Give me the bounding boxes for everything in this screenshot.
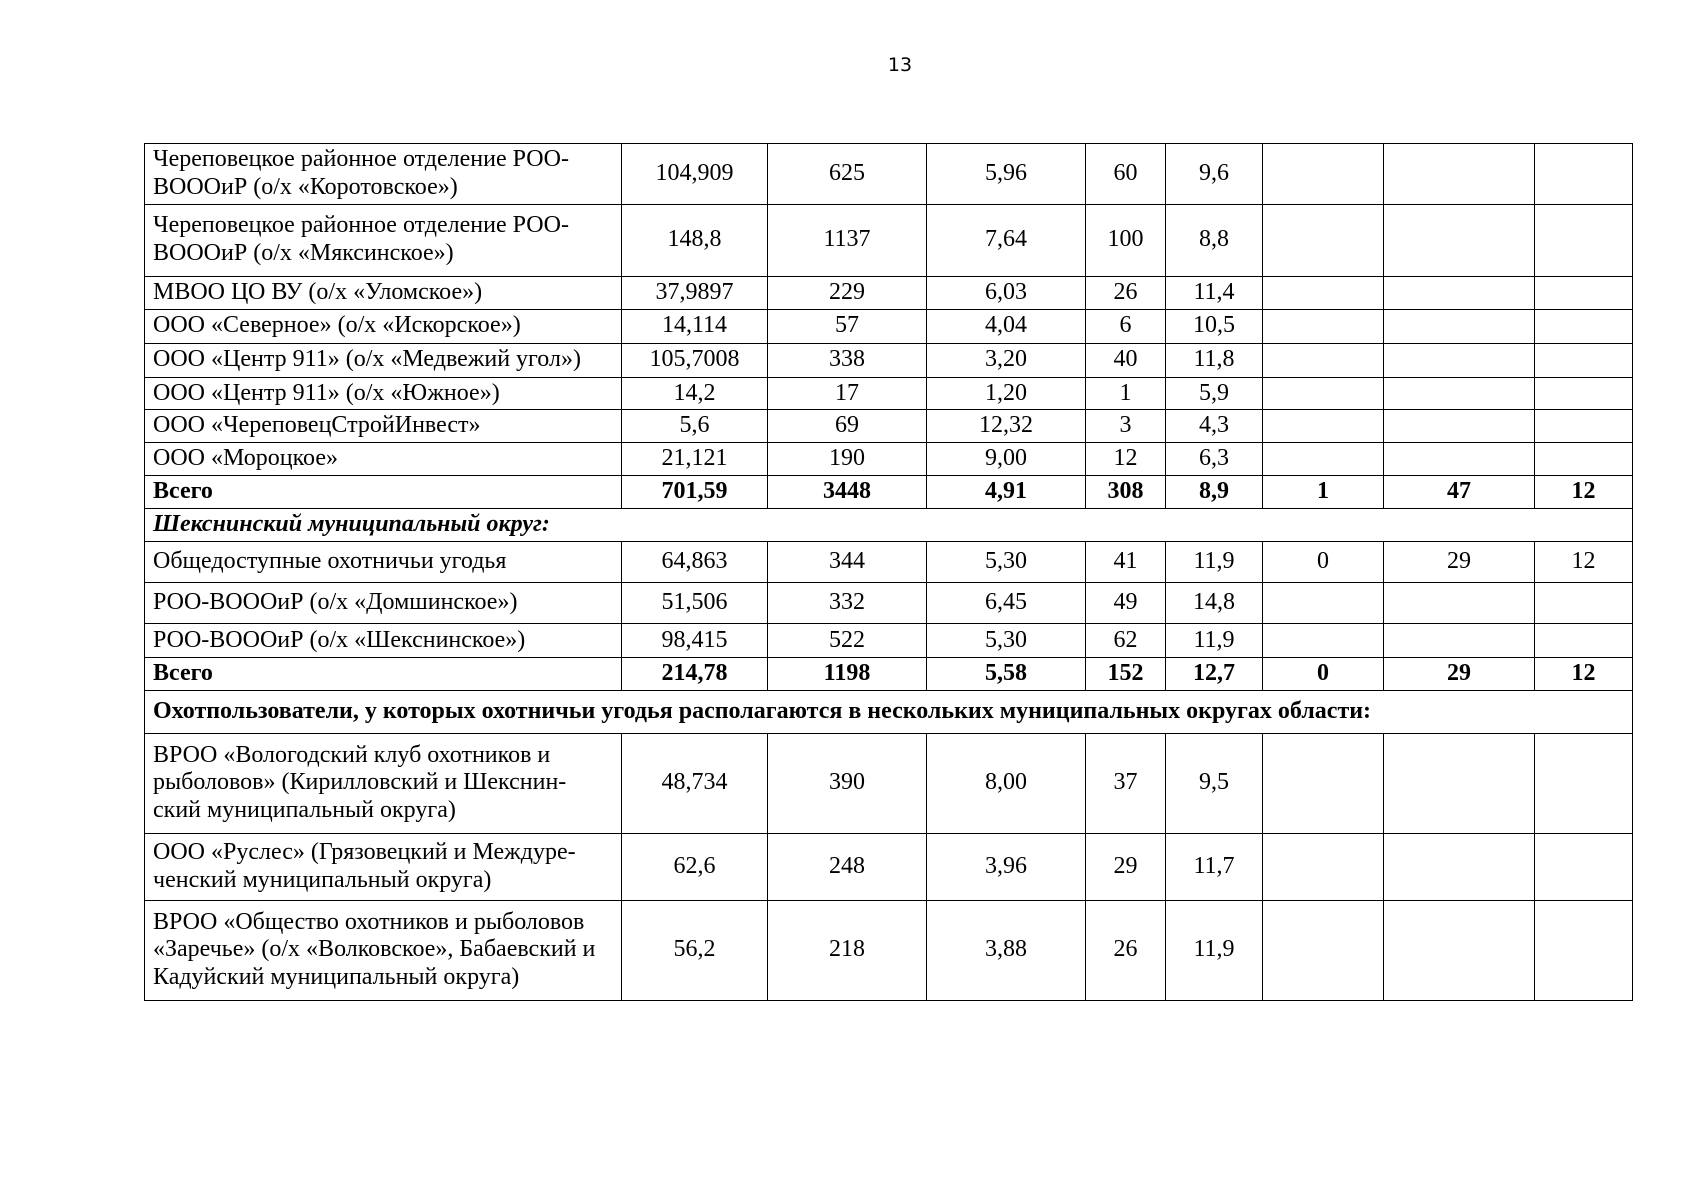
row-name: РОО-ВОООиР (о/х «Шекснинское») bbox=[145, 623, 622, 657]
col7-cell bbox=[1263, 623, 1384, 657]
density-cell: 5,30 bbox=[927, 623, 1086, 657]
col8-cell: 29 bbox=[1384, 541, 1535, 582]
col8-cell bbox=[1384, 343, 1535, 377]
percent-cell: 6,3 bbox=[1166, 443, 1263, 476]
col9-cell: 12 bbox=[1535, 657, 1633, 690]
col7-cell bbox=[1263, 443, 1384, 476]
col7-cell bbox=[1263, 733, 1384, 833]
col9-cell bbox=[1535, 443, 1633, 476]
row-name: Череповецкое районное отделение РОО-ВОООиР (о/х «Коротовское») bbox=[145, 144, 622, 205]
block2-body bbox=[145, 509, 1633, 691]
col9-cell bbox=[1535, 623, 1633, 657]
col9-cell bbox=[1535, 833, 1633, 900]
area-cell: 37,9897 bbox=[622, 276, 768, 309]
col8-cell bbox=[1384, 733, 1535, 833]
area-cell: 98,415 bbox=[622, 623, 768, 657]
density-cell: 6,03 bbox=[927, 276, 1086, 309]
density-cell: 5,96 bbox=[927, 144, 1086, 205]
col9-cell bbox=[1535, 309, 1633, 343]
table-row bbox=[145, 443, 1633, 476]
table-row bbox=[145, 377, 1633, 410]
col8-cell bbox=[1384, 582, 1535, 623]
col9-cell: 12 bbox=[1535, 541, 1633, 582]
percent-cell: 11,8 bbox=[1166, 343, 1263, 377]
count-cell: 332 bbox=[768, 582, 927, 623]
col8-cell bbox=[1384, 377, 1535, 410]
col7-cell bbox=[1263, 410, 1384, 443]
row-name: ООО «Руслес» (Грязовецкий и Междуре-ченский муниципальный округа) bbox=[145, 833, 622, 900]
count-cell: 17 bbox=[768, 377, 927, 410]
row-name: ООО «ЧереповецСтройИнвест» bbox=[145, 410, 622, 443]
row-name: ООО «Мороцкое» bbox=[145, 443, 622, 476]
density-cell: 7,64 bbox=[927, 204, 1086, 276]
col7-cell: 0 bbox=[1263, 541, 1384, 582]
table-row bbox=[145, 410, 1633, 443]
col9-cell bbox=[1535, 582, 1633, 623]
count-cell: 1198 bbox=[768, 657, 927, 690]
page-number: 13 bbox=[887, 54, 913, 76]
percent-cell: 4,3 bbox=[1166, 410, 1263, 443]
col8-cell bbox=[1384, 443, 1535, 476]
block3-body bbox=[145, 690, 1633, 1000]
area-cell: 48,734 bbox=[622, 733, 768, 833]
col7-cell bbox=[1263, 582, 1384, 623]
limit-cell: 100 bbox=[1086, 204, 1166, 276]
percent-cell: 14,8 bbox=[1166, 582, 1263, 623]
area-cell: 51,506 bbox=[622, 582, 768, 623]
row-name: РОО-ВОООиР (о/х «Домшинское») bbox=[145, 582, 622, 623]
total-row bbox=[145, 476, 1633, 509]
area-cell: 701,59 bbox=[622, 476, 768, 509]
limit-cell: 37 bbox=[1086, 733, 1166, 833]
density-cell: 4,91 bbox=[927, 476, 1086, 509]
limit-cell: 1 bbox=[1086, 377, 1166, 410]
density-cell: 3,88 bbox=[927, 900, 1086, 1000]
table-row bbox=[145, 276, 1633, 309]
section-heading-row bbox=[145, 509, 1633, 542]
col8-cell: 47 bbox=[1384, 476, 1535, 509]
limit-cell: 29 bbox=[1086, 833, 1166, 900]
table-row bbox=[145, 623, 1633, 657]
density-cell: 4,04 bbox=[927, 309, 1086, 343]
col7-cell bbox=[1263, 276, 1384, 309]
area-cell: 104,909 bbox=[622, 144, 768, 205]
area-cell: 105,7008 bbox=[622, 343, 768, 377]
limit-cell: 308 bbox=[1086, 476, 1166, 509]
row-name: МВОО ЦО ВУ (о/х «Уломское») bbox=[145, 276, 622, 309]
col8-cell: 29 bbox=[1384, 657, 1535, 690]
area-cell: 64,863 bbox=[622, 541, 768, 582]
count-cell: 190 bbox=[768, 443, 927, 476]
row-name: Череповецкое районное отделение РОО-ВОООиР (о/х «Мяксинское») bbox=[145, 204, 622, 276]
limit-cell: 152 bbox=[1086, 657, 1166, 690]
percent-cell: 11,9 bbox=[1166, 900, 1263, 1000]
col8-cell bbox=[1384, 276, 1535, 309]
section-heading: Охотпользователи, у которых охотничьи угодья располагаются в нескольких муниципальных округах области: bbox=[145, 690, 1633, 733]
area-cell: 214,78 bbox=[622, 657, 768, 690]
col9-cell bbox=[1535, 144, 1633, 205]
count-cell: 248 bbox=[768, 833, 927, 900]
count-cell: 229 bbox=[768, 276, 927, 309]
density-cell: 12,32 bbox=[927, 410, 1086, 443]
col9-cell bbox=[1535, 276, 1633, 309]
density-cell: 3,20 bbox=[927, 343, 1086, 377]
hunting-grounds-table bbox=[144, 143, 1633, 1001]
col8-cell bbox=[1384, 410, 1535, 443]
col7-cell bbox=[1263, 377, 1384, 410]
limit-cell: 49 bbox=[1086, 582, 1166, 623]
table-row bbox=[145, 833, 1633, 900]
percent-cell: 8,9 bbox=[1166, 476, 1263, 509]
col9-cell: 12 bbox=[1535, 476, 1633, 509]
col9-cell bbox=[1535, 377, 1633, 410]
col9-cell bbox=[1535, 410, 1633, 443]
row-name: ООО «Центр 911» (о/х «Южное») bbox=[145, 377, 622, 410]
limit-cell: 62 bbox=[1086, 623, 1166, 657]
limit-cell: 6 bbox=[1086, 309, 1166, 343]
count-cell: 344 bbox=[768, 541, 927, 582]
area-cell: 5,6 bbox=[622, 410, 768, 443]
density-cell: 5,30 bbox=[927, 541, 1086, 582]
col8-cell bbox=[1384, 144, 1535, 205]
count-cell: 57 bbox=[768, 309, 927, 343]
percent-cell: 11,7 bbox=[1166, 833, 1263, 900]
col7-cell bbox=[1263, 204, 1384, 276]
total-label: Всего bbox=[145, 657, 622, 690]
percent-cell: 11,9 bbox=[1166, 541, 1263, 582]
count-cell: 390 bbox=[768, 733, 927, 833]
count-cell: 1137 bbox=[768, 204, 927, 276]
col7-cell bbox=[1263, 833, 1384, 900]
count-cell: 3448 bbox=[768, 476, 927, 509]
col7-cell: 0 bbox=[1263, 657, 1384, 690]
limit-cell: 3 bbox=[1086, 410, 1166, 443]
table-row bbox=[145, 541, 1633, 582]
col7-cell bbox=[1263, 309, 1384, 343]
density-cell: 8,00 bbox=[927, 733, 1086, 833]
col8-cell bbox=[1384, 833, 1535, 900]
col7-cell bbox=[1263, 900, 1384, 1000]
col9-cell bbox=[1535, 900, 1633, 1000]
count-cell: 218 bbox=[768, 900, 927, 1000]
table-row bbox=[145, 733, 1633, 833]
area-cell: 14,114 bbox=[622, 309, 768, 343]
table-row bbox=[145, 309, 1633, 343]
percent-cell: 11,4 bbox=[1166, 276, 1263, 309]
table-row bbox=[145, 343, 1633, 377]
count-cell: 338 bbox=[768, 343, 927, 377]
area-cell: 148,8 bbox=[622, 204, 768, 276]
total-label: Всего bbox=[145, 476, 622, 509]
limit-cell: 12 bbox=[1086, 443, 1166, 476]
count-cell: 69 bbox=[768, 410, 927, 443]
col9-cell bbox=[1535, 204, 1633, 276]
density-cell: 6,45 bbox=[927, 582, 1086, 623]
limit-cell: 26 bbox=[1086, 900, 1166, 1000]
table-row bbox=[145, 582, 1633, 623]
col7-cell bbox=[1263, 144, 1384, 205]
row-name: ВРОО «Вологодский клуб охотников и рыболовов» (Кирилловский и Шекснин-ский муниципальный округа) bbox=[145, 733, 622, 833]
col8-cell bbox=[1384, 900, 1535, 1000]
percent-cell: 10,5 bbox=[1166, 309, 1263, 343]
area-cell: 21,121 bbox=[622, 443, 768, 476]
limit-cell: 26 bbox=[1086, 276, 1166, 309]
percent-cell: 12,7 bbox=[1166, 657, 1263, 690]
table-row bbox=[145, 204, 1633, 276]
col7-cell: 1 bbox=[1263, 476, 1384, 509]
col8-cell bbox=[1384, 204, 1535, 276]
density-cell: 5,58 bbox=[927, 657, 1086, 690]
section-heading-row bbox=[145, 690, 1633, 733]
table-row bbox=[145, 144, 1633, 205]
density-cell: 9,00 bbox=[927, 443, 1086, 476]
density-cell: 1,20 bbox=[927, 377, 1086, 410]
col9-cell bbox=[1535, 343, 1633, 377]
total-row bbox=[145, 657, 1633, 690]
col9-cell bbox=[1535, 733, 1633, 833]
row-name: ООО «Северное» (о/х «Искорское») bbox=[145, 309, 622, 343]
count-cell: 522 bbox=[768, 623, 927, 657]
percent-cell: 11,9 bbox=[1166, 623, 1263, 657]
percent-cell: 9,6 bbox=[1166, 144, 1263, 205]
percent-cell: 5,9 bbox=[1166, 377, 1263, 410]
area-cell: 14,2 bbox=[622, 377, 768, 410]
col8-cell bbox=[1384, 623, 1535, 657]
limit-cell: 41 bbox=[1086, 541, 1166, 582]
percent-cell: 8,8 bbox=[1166, 204, 1263, 276]
area-cell: 56,2 bbox=[622, 900, 768, 1000]
block1-body bbox=[145, 144, 1633, 509]
table-row bbox=[145, 900, 1633, 1000]
row-name: ВРОО «Общество охотников и рыболовов «Заречье» (о/х «Волковское», Бабаевский и Кадуйский муниципальный округа) bbox=[145, 900, 622, 1000]
col8-cell bbox=[1384, 309, 1535, 343]
density-cell: 3,96 bbox=[927, 833, 1086, 900]
area-cell: 62,6 bbox=[622, 833, 768, 900]
percent-cell: 9,5 bbox=[1166, 733, 1263, 833]
limit-cell: 40 bbox=[1086, 343, 1166, 377]
row-name: ООО «Центр 911» (о/х «Медвежий угол») bbox=[145, 343, 622, 377]
col7-cell bbox=[1263, 343, 1384, 377]
row-name: Общедоступные охотничьи угодья bbox=[145, 541, 622, 582]
limit-cell: 60 bbox=[1086, 144, 1166, 205]
count-cell: 625 bbox=[768, 144, 927, 205]
section-heading: Шекснинский муниципальный округ: bbox=[145, 509, 1633, 542]
